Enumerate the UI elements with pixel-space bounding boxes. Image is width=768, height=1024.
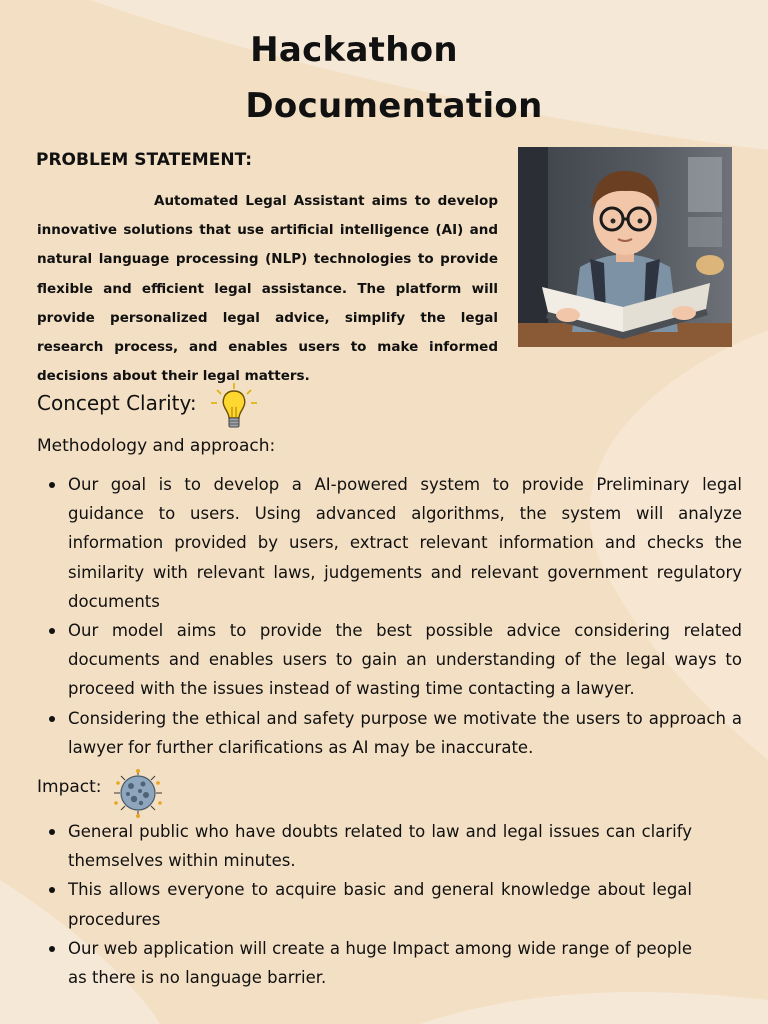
- problem-statement-text: Automated Legal Assistant aims to develop innovative solutions that use artificial intelligence (AI) and natural language processing (NLP) technologies to provide flexible and efficient legal assistance. The platform will provide personalized legal advice, simplify the legal research process, and enables users to make informed decisions about their legal matters.: [37, 193, 498, 385]
- title-line-1: Hackathon: [250, 30, 458, 70]
- problem-statement-heading: PROBLEM STATEMENT:: [36, 150, 253, 170]
- methodology-list: [68, 470, 742, 762]
- impact-list: [68, 817, 692, 992]
- list-item: Our goal is to develop a AI-powered system to provide Preliminary legal guidance to users. Using advanced algorithms, the system will analyze information provided by users, extract relevant information and checks the similarity with relevant laws, judgements and relevant government regulatory documents: [68, 470, 742, 616]
- list-item: Our model aims to provide the best possible advice considering related documents and enables users to gain an understanding of the legal ways to proceed with the issues instead of wasting time contacting a lawyer.: [68, 616, 742, 704]
- virus-burst-icon: [110, 767, 166, 823]
- list-item: General public who have doubts related to law and legal issues can clarify themselves within minutes.: [68, 817, 692, 875]
- list-item: This allows everyone to acquire basic and general knowledge about legal procedures: [68, 875, 692, 933]
- list-item: Considering the ethical and safety purpose we motivate the users to approach a lawyer for further clarifications as AI may be inaccurate.: [68, 704, 742, 762]
- methodology-heading: Methodology and approach:: [37, 436, 276, 456]
- title-line-2: Documentation: [245, 86, 543, 126]
- list-item: Our web application will create a huge Impact among wide range of people as there is no language barrier.: [68, 934, 692, 992]
- impact-heading: Impact:: [37, 777, 102, 797]
- lightbulb-icon: [208, 381, 260, 437]
- concept-clarity-heading: Concept Clarity:: [37, 391, 197, 415]
- boy-reading-book-image: [518, 147, 732, 347]
